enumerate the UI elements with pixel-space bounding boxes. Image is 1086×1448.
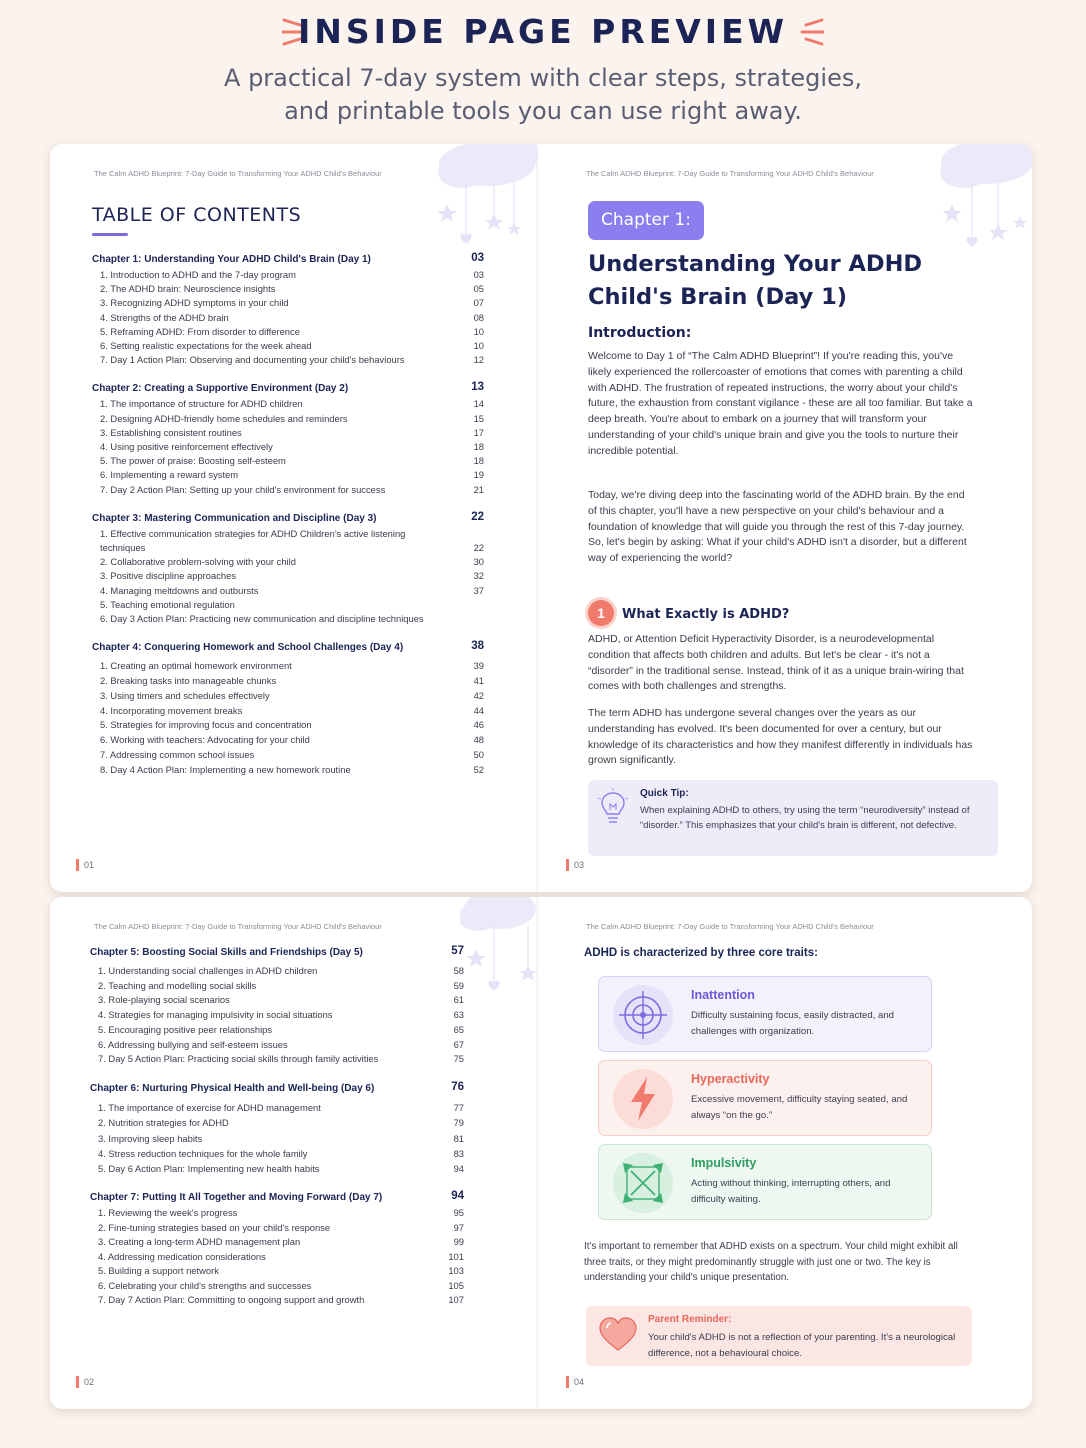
hero-subtitle: A practical 7-day system with clear steps, strategies, and printable tools you can use right away.: [224, 64, 862, 125]
parent-reminder-box: [586, 1306, 972, 1366]
toc-item[interactable]: 5. Strategies for improving focus and concentration 46: [100, 719, 484, 731]
chapter-badge: Chapter 1:: [588, 201, 704, 240]
reminder-title: Parent Reminder:: [648, 1314, 732, 1325]
cloud-stars-icon: [432, 144, 538, 254]
cloud-stars-icon: [932, 144, 1032, 254]
toc-chapter-7: [90, 1190, 464, 1308]
toc-item[interactable]: 3. Recognizing ADHD symptoms in your child 07: [100, 297, 484, 309]
toc-item[interactable]: 7. Day 7 Action Plan: Committing to ongoing support and growth 107: [98, 1294, 464, 1306]
toc-list: [92, 252, 484, 792]
page-03: [540, 144, 1032, 892]
toc-item[interactable]: 7. Day 5 Action Plan: Practicing social skills through family activities 75: [98, 1053, 464, 1065]
toc-chapter-6: [90, 1081, 464, 1176]
cloud-stars-icon: [460, 897, 538, 997]
toc-item[interactable]: 3. Using timers and schedules effectively 42: [100, 689, 484, 701]
toc-item[interactable]: 4. Strategies for managing impulsivity in social situations 63: [98, 1009, 464, 1021]
intro-paragraph-1: Welcome to Day 1 of “The Calm ADHD Blueprint”! If you're reading this, you've likely experienced the rollercoaster of emotions that comes with parenting a child with ADHD. The frustration of repeated instructions, the worry about your child's future, the exhaustion from constant vigilance - these are all too familiar. But take a deep breath. You're about to embark on a journey that will transform your understanding of your child's unique brain and give you the tools to nurture their incredible potential.: [588, 350, 973, 457]
toc-item[interactable]: 2. The ADHD brain: Neuroscience insights 05: [100, 283, 484, 295]
page-number: 03: [566, 860, 584, 870]
toc-chapter-3: [92, 511, 484, 626]
page-number: 02: [76, 1377, 94, 1387]
top-spread: [50, 144, 1032, 892]
toc-item[interactable]: 5. Building a support network 103: [98, 1265, 464, 1277]
trait-card-impulsivity: [598, 1144, 932, 1220]
toc-item[interactable]: 7. Day 2 Action Plan: Setting up your child's environment for success 21: [100, 483, 484, 495]
section-paragraph-2: The term ADHD has undergone several changes over the years as our understanding has evolved. It's been documented for over a century, but our knowledge of its characteristics and how they manifest differently in individuals has grown significantly.: [588, 707, 973, 767]
running-head: The Calm ADHD Blueprint: 7-Day Guide to Transforming Your ADHD Child's Behaviour: [94, 169, 382, 178]
toc-chapter-5: [90, 945, 464, 1067]
bottom-spread: [50, 897, 1032, 1409]
toc-item[interactable]: 1. Introduction to ADHD and the 7-day program 03: [100, 269, 484, 280]
page-01: [50, 144, 538, 892]
trait-description: Acting without thinking, interrupting others, and difficulty waiting.: [691, 1178, 891, 1205]
toc-item[interactable]: 5. Day 6 Action Plan: Implementing new health habits 94: [98, 1163, 464, 1175]
toc-item[interactable]: 5. Encouraging positive peer relationships 65: [98, 1023, 464, 1035]
heart-icon: [598, 1316, 638, 1354]
toc-item[interactable]: 1. The importance of structure for ADHD children 14: [100, 398, 484, 410]
hero-title: INSIDE PAGE PREVIEW: [297, 12, 789, 51]
toc-item[interactable]: 4. Addressing medication considerations 101: [98, 1250, 464, 1262]
toc-chapter-title[interactable]: Chapter 1: Understanding Your ADHD Child's Brain (Day 1) 03: [92, 252, 484, 265]
toc-item[interactable]: 3. Improving sleep habits 81: [98, 1132, 464, 1144]
toc-item[interactable]: 4. Managing meltdowns and outbursts 37: [100, 584, 484, 596]
toc-chapter-title[interactable]: Chapter 6: Nurturing Physical Health and Well-being (Day 6) 76: [90, 1080, 464, 1094]
trait-name: Impulsivity: [691, 1156, 757, 1170]
trait-name: Inattention: [691, 988, 755, 1002]
toc-underline: [92, 233, 128, 236]
toc-item[interactable]: 6. Working with teachers: Advocating for your child 48: [100, 734, 484, 746]
toc-item[interactable]: 4. Incorporating movement breaks 44: [100, 704, 484, 716]
intro-paragraph-2: Today, we're diving deep into the fascinating world of the ADHD brain. By the end of this chapter, you'll have a new perspective on your child's behaviour and a foundation of knowledge that will guide you through the rest of this 7-day journey. So, let's begin by asking: What if your child's ADHD isn't a disorder, but a different way of experiencing the world?: [588, 489, 967, 565]
toc-item[interactable]: 5. Reframing ADHD: From disorder to difference 10: [100, 325, 484, 337]
trait-card-inattention: [598, 976, 932, 1052]
sparkle-right-icon: [798, 16, 824, 48]
toc-item[interactable]: 6. Celebrating your child's strengths and successes 105: [98, 1279, 464, 1291]
intro-heading: Introduction:: [588, 325, 692, 341]
toc-chapter-1: [92, 252, 484, 367]
toc-item[interactable]: 4. Stress reduction techniques for the whole family 83: [98, 1147, 464, 1159]
section-heading: What Exactly is ADHD?: [622, 607, 790, 622]
page-number: 04: [566, 1377, 584, 1387]
toc-chapter-title[interactable]: Chapter 7: Putting It All Together and Moving Forward (Day 7) 94: [90, 1190, 464, 1204]
toc-item[interactable]: 4. Using positive reinforcement effectively 18: [100, 441, 484, 453]
toc-item[interactable]: 1. The importance of exercise for ADHD management 77: [98, 1101, 464, 1113]
toc-chapter-4: [92, 640, 484, 777]
toc-item[interactable]: 2. Designing ADHD-friendly home schedules and reminders 15: [100, 412, 484, 424]
section-number-badge: 1: [588, 600, 614, 626]
toc-item[interactable]: 3. Role-playing social scenarios 61: [98, 994, 464, 1006]
toc-item[interactable]: 1. Effective communication strategies for ADHD Children's active listening techniques 22: [100, 527, 484, 554]
section-paragraph-1: ADHD, or Attention Deficit Hyperactivity Disorder, is a neurodevelopmental condition that affects both children and adults. But let's be clear - it's not a “disorder” in the traditional sense. Instead, think of it as a unique brain-wiring that comes with both challenges and strengths.: [588, 633, 964, 693]
toc-item[interactable]: 1. Reviewing the week's progress 95: [98, 1207, 464, 1219]
toc-chapter-title[interactable]: Chapter 4: Conquering Homework and School Challenges (Day 4) 38: [92, 640, 484, 654]
lightning-icon: [613, 1069, 673, 1129]
toc-chapter-2: [92, 381, 484, 496]
lightbulb-icon: [596, 788, 630, 828]
spectrum-paragraph: It's important to remember that ADHD exists on a spectrum. Your child might exhibit all three traits, or they might predominantly struggle with just one or two. The key is understanding your child's unique presentation.: [584, 1241, 958, 1283]
toc-list-continued: [90, 945, 464, 1322]
toc-item[interactable]: 3. Positive discipline approaches 32: [100, 570, 484, 582]
toc-item[interactable]: 3. Establishing consistent routines 17: [100, 426, 484, 438]
toc-item[interactable]: 6. Addressing bullying and self-esteem issues 67: [98, 1038, 464, 1050]
trait-card-hyperactivity: [598, 1060, 932, 1136]
page-04: [540, 897, 1032, 1409]
toc-item[interactable]: 2. Collaborative problem-solving with your child 30: [100, 556, 484, 568]
traits-heading: ADHD is characterized by three core traits:: [584, 947, 818, 959]
running-head: The Calm ADHD Blueprint: 7-Day Guide to Transforming Your ADHD Child's Behaviour: [94, 922, 382, 931]
toc-item[interactable]: 2. Teaching and modelling social skills 59: [98, 979, 464, 991]
toc-item[interactable]: 3. Creating a long-term ADHD management plan 99: [98, 1236, 464, 1248]
toc-item[interactable]: 6. Implementing a reward system 19: [100, 469, 484, 481]
toc-item[interactable]: 5. The power of praise: Boosting self-esteem 18: [100, 455, 484, 467]
toc-item[interactable]: 8. Day 4 Action Plan: Implementing a new homework routine 52: [100, 763, 484, 775]
toc-item[interactable]: 1. Creating an optimal homework environment 39: [100, 660, 484, 672]
toc-item[interactable]: 7. Addressing common school issues 50: [100, 749, 484, 761]
toc-item[interactable]: 7. Day 1 Action Plan: Observing and documenting your child's behaviours 12: [100, 354, 484, 366]
arrows-icon: [613, 1153, 673, 1213]
trait-name: Hyperactivity: [691, 1072, 770, 1086]
reminder-text: Your child's ADHD is not a reflection of your parenting. It's a neurological difference, not a behavioural choice.: [648, 1332, 956, 1359]
running-head: The Calm ADHD Blueprint: 7-Day Guide to Transforming Your ADHD Child's Behaviour: [586, 169, 874, 178]
toc-item[interactable]: 5. Teaching emotional regulation: [100, 598, 235, 610]
quick-tip-title: Quick Tip:: [640, 788, 689, 799]
page-number: 01: [76, 860, 94, 870]
toc-chapter-title[interactable]: Chapter 3: Mastering Communication and Discipline (Day 3) 22: [92, 510, 484, 524]
page-02: [50, 897, 538, 1409]
quick-tip-box: [588, 780, 998, 856]
chapter-title: Understanding Your ADHD Child's Brain (Day 1): [588, 251, 923, 310]
running-head: The Calm ADHD Blueprint: 7-Day Guide to Transforming Your ADHD Child's Behaviour: [586, 922, 874, 931]
toc-item[interactable]: 2. Fine-tuning strategies based on your child's response 97: [98, 1221, 464, 1233]
toc-chapter-title[interactable]: Chapter 2: Creating a Supportive Environment (Day 2) 13: [92, 381, 484, 395]
toc-item[interactable]: 2. Breaking tasks into manageable chunks 41: [100, 675, 484, 687]
target-icon: [613, 985, 673, 1045]
toc-chapter-title[interactable]: Chapter 5: Boosting Social Skills and Friendships (Day 5) 57: [90, 945, 464, 958]
trait-description: Excessive movement, difficulty staying seated, and always “on the go.”: [691, 1094, 908, 1121]
quick-tip-text: When explaining ADHD to others, try using the term “neurodiversity” instead of “disorder.” This emphasizes that your child's brain is different, not defective.: [640, 805, 970, 832]
trait-description: Difficulty sustaining focus, easily distracted, and challenges with organization.: [691, 1010, 894, 1037]
toc-item[interactable]: 4. Strengths of the ADHD brain 08: [100, 311, 484, 323]
toc-item[interactable]: 2. Nutrition strategies for ADHD 79: [98, 1117, 464, 1129]
toc-item[interactable]: 6. Day 3 Action Plan: Practicing new communication and discipline techniques: [100, 613, 424, 625]
toc-item[interactable]: 6. Setting realistic expectations for the week ahead 10: [100, 340, 484, 352]
toc-item[interactable]: 1. Understanding social challenges in ADHD children 58: [98, 965, 464, 976]
toc-heading: TABLE OF CONTENTS: [92, 204, 302, 226]
